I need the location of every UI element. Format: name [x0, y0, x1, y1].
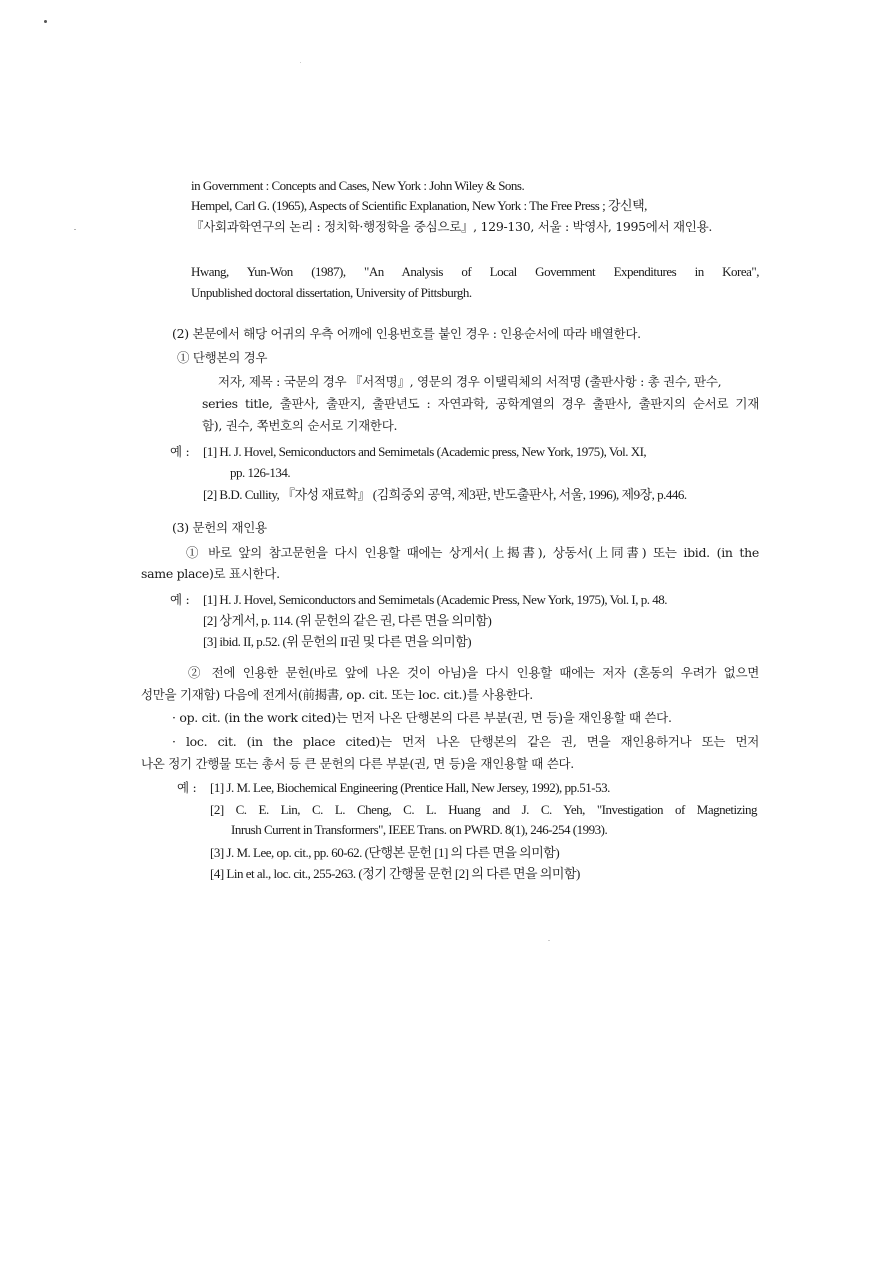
example-label: 예 : [170, 592, 190, 607]
bullet-line: · loc. cit. (in the place cited)는 먼저 나온 단행본의 같은 권, 면을 재인용하거나 또는 먼저 [172, 734, 759, 749]
scan-speck [300, 62, 301, 63]
example-line: Inrush Current in Transformers", IEEE Trans. on PWRD. 8(1), 246-254 (1993). [231, 822, 608, 837]
paragraph-line: 성만을 기재함) 다음에 전게서(前揭書, op. cit. 또는 loc. cit.)를 사용한다. [141, 687, 533, 702]
example-line: [2] C. E. Lin, C. L. Cheng, C. L. Huang and J. C. Yeh, "Investigation of Magnetizing [210, 802, 757, 817]
description-line: 함), 권수, 쪽번호의 순서로 기재한다. [202, 418, 398, 433]
reference-line: Hempel, Carl G. (1965), Aspects of Scientific Explanation, New York : The Free Press ; 강신택, [191, 198, 647, 213]
reference-line: Hwang, Yun-Won (1987), "An Analysis of Local Government Expenditures in Korea", [191, 264, 759, 279]
example-label: 예 : [170, 444, 190, 459]
subsection-heading: ① 단행본의 경우 [177, 350, 268, 365]
example-line: [2] 상게서, p. 114. (위 문헌의 같은 권, 다른 면을 의미함) [203, 613, 492, 628]
example-line: [1] H. J. Hovel, Semiconductors and Semimetals (Academic Press, New York, 1975), Vol. I, p. 48. [203, 592, 668, 607]
description-line: series title, 출판사, 출판지, 출판년도 : 자연과학, 공학계열의 경우 출판사, 출판지의 순서로 기재 [202, 396, 759, 411]
section-heading: (3) 문헌의 재인용 [172, 520, 267, 535]
example-label: 예 : [177, 780, 197, 795]
paragraph-line: ② 전에 인용한 문헌(바로 앞에 나온 것이 아님)을 다시 인용할 때에는 저자 (혼동의 우려가 없으면 [188, 665, 759, 680]
example-line: [1] H. J. Hovel, Semiconductors and Semimetals (Academic press, New York, 1975), Vol. XI, [203, 444, 647, 459]
example-line: [3] J. M. Lee, op. cit., pp. 60-62. (단행본 문헌 [1] 의 다른 면을 의미함) [210, 845, 560, 860]
example-line: pp. 126-134. [230, 465, 291, 480]
scan-speck [74, 229, 76, 230]
paragraph-line: same place)로 표시한다. [141, 566, 280, 581]
example-line: [3] ibid. II, p.52. (위 문헌의 II권 및 다른 면을 의미함) [203, 634, 472, 649]
example-line: [4] Lin et al., loc. cit., 255-263. (정기 간행물 문헌 [2] 의 다른 면을 의미함) [210, 866, 580, 881]
reference-line: Unpublished doctoral dissertation, University of Pittsburgh. [191, 285, 472, 300]
reference-line: in Government : Concepts and Cases, New York : John Wiley & Sons. [191, 178, 525, 193]
scan-speck [548, 940, 550, 941]
reference-line: 『사회과학연구의 논리 : 정치학·행정학을 중심으로』, 129-130, 서울 : 박영사, 1995에서 재인용. [191, 219, 713, 234]
scan-speck [44, 20, 47, 23]
paragraph-line: ① 바로 앞의 참고문헌을 다시 인용할 때에는 상게서(上揭書), 상동서(上同書) 또는 ibid. (in the [186, 545, 759, 560]
example-line: [2] B.D. Cullity, 『자성 재료학』 (김희중외 공역, 제3판, 반도출판사, 서울, 1996), 제9장, p.446. [203, 487, 687, 502]
bullet-line: · op. cit. (in the work cited)는 먼저 나온 단행본의 다른 부분(권, 면 등)을 재인용할 때 쓴다. [172, 710, 672, 725]
section-heading: (2) 본문에서 해당 어귀의 우측 어깨에 인용번호를 붙인 경우 : 인용순서에 따라 배열한다. [172, 326, 641, 341]
example-line: [1] J. M. Lee, Biochemical Engineering (Prentice Hall, New Jersey, 1992), pp.51-53. [210, 780, 610, 795]
description-line: 저자, 제목 : 국문의 경우 『서적명』, 영문의 경우 이탤릭체의 서적명 (출판사항 : 총 권수, 판수, [218, 374, 722, 389]
bullet-line: 나온 정기 간행물 또는 총서 등 큰 문헌의 다른 부분(권, 면 등)을 재인용할 때 쓴다. [141, 756, 574, 771]
